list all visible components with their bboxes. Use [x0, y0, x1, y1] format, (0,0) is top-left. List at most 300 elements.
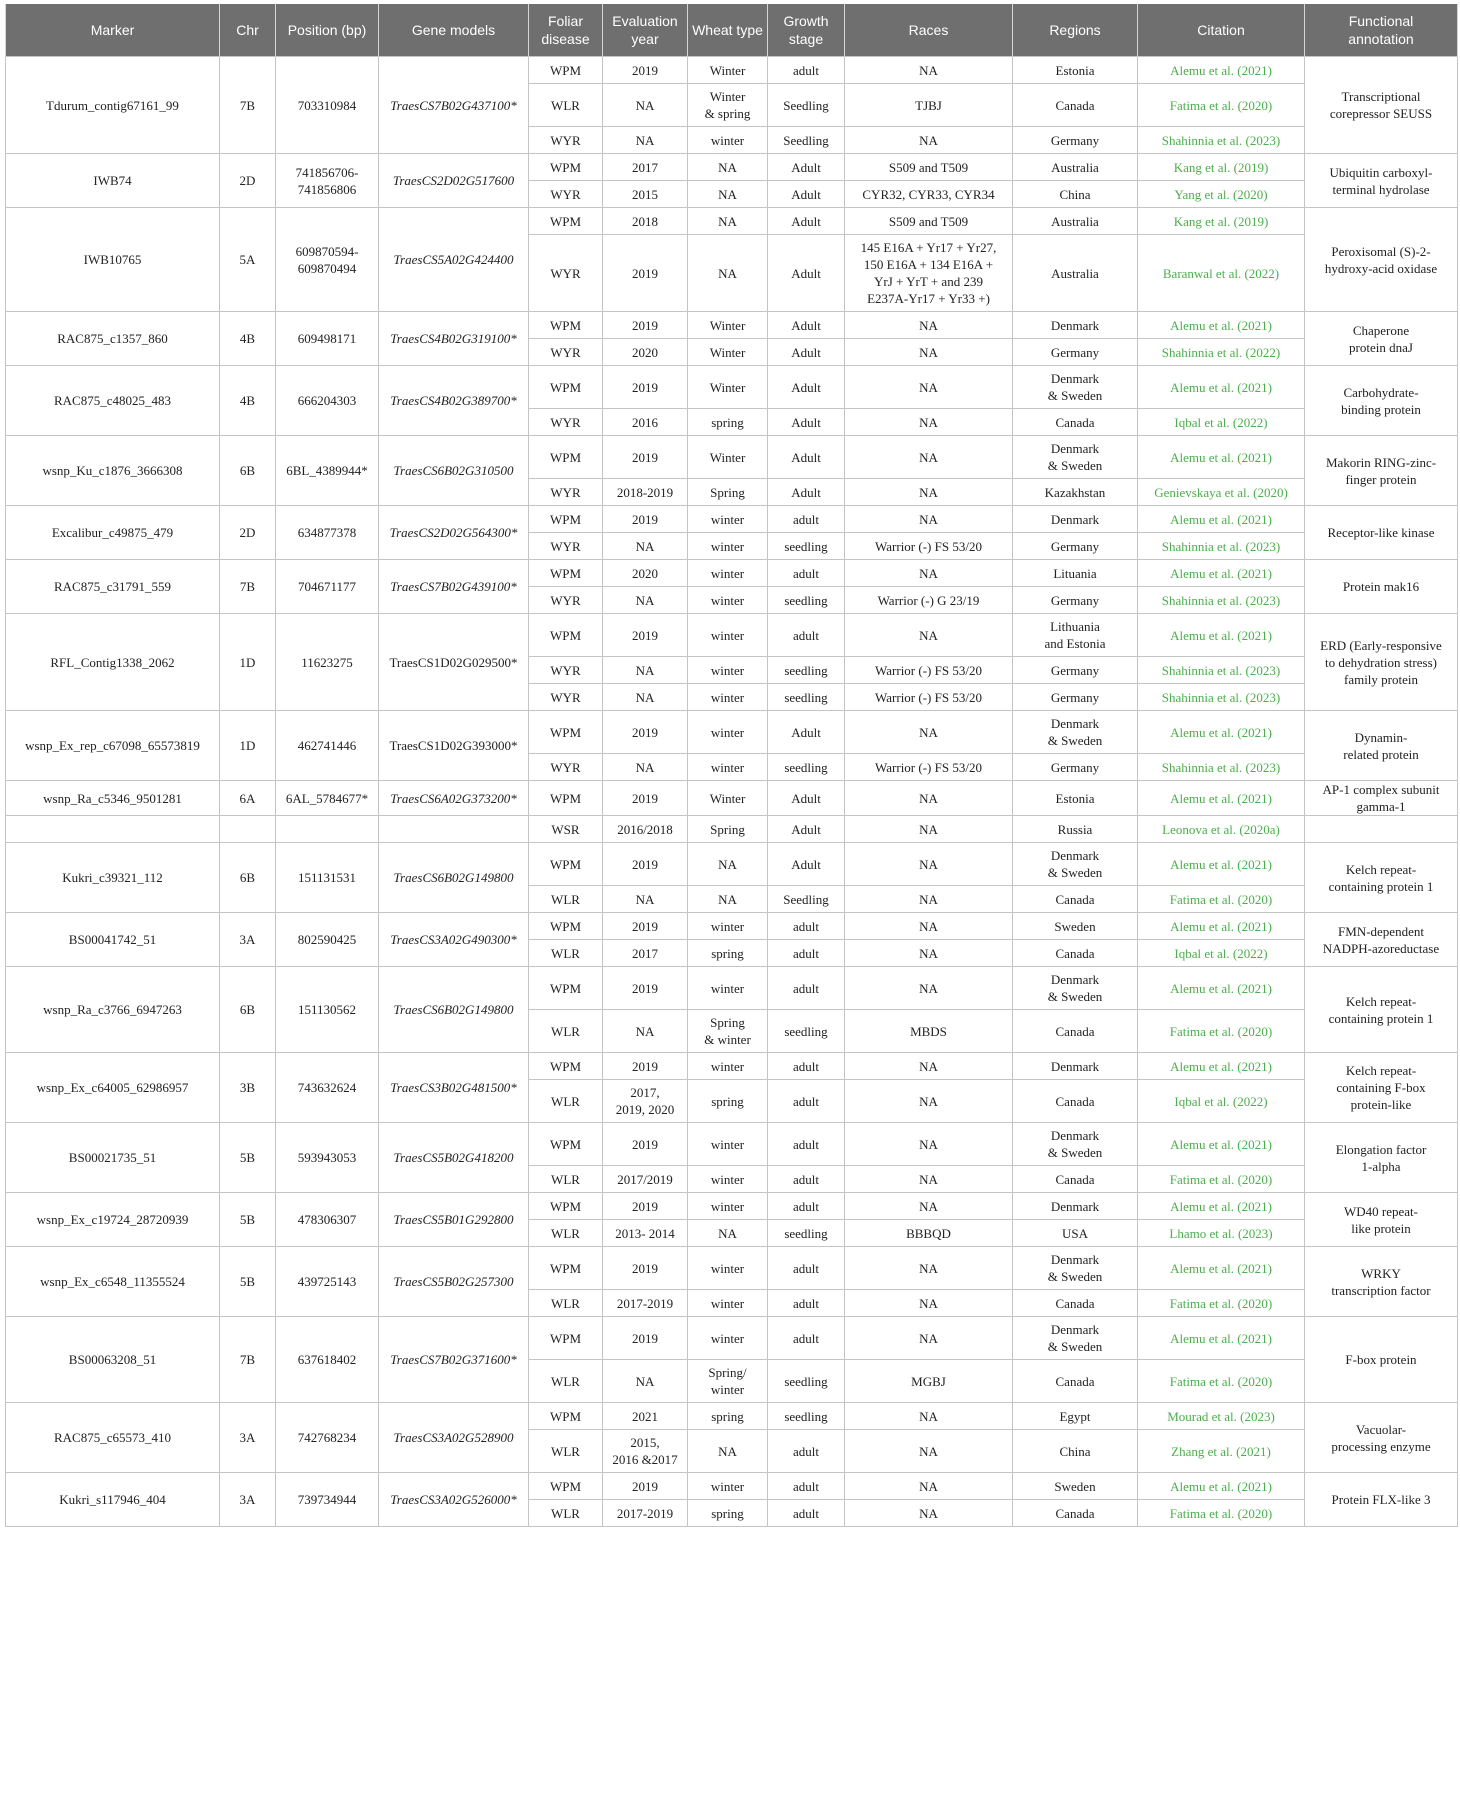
table-row [6, 1317, 1458, 1360]
chr-cell: 7B [220, 1317, 276, 1403]
wheat-type-cell: NA [688, 1430, 768, 1473]
table-row [6, 1403, 1458, 1430]
position-cell: 462741446 [276, 711, 379, 781]
foliar-disease-cell: WLR [529, 940, 603, 967]
functional-annotation-cell: Protein mak16 [1305, 560, 1458, 614]
functional-annotation-cell: Chaperone protein dnaJ [1305, 312, 1458, 366]
foliar-disease-cell: WPM [529, 843, 603, 886]
wheat-type-cell: spring [688, 409, 768, 436]
wheat-type-cell: Spring/ winter [688, 1360, 768, 1403]
citation-link[interactable]: Shahinnia et al. (2023) [1161, 538, 1281, 554]
citation-link[interactable]: Kang et al. (2019) [1173, 159, 1269, 175]
citation-link[interactable]: Alemu et al. (2021) [1170, 449, 1272, 465]
chr-cell: 2D [220, 506, 276, 560]
foliar-disease-cell: WYR [529, 754, 603, 781]
races-cell: NA [845, 886, 1013, 913]
gene-model-cell: TraesCS6A02G373200* [379, 781, 529, 816]
wheat-type-cell: winter [688, 1166, 768, 1193]
header-foliar-disease: Foliar disease [529, 4, 603, 57]
marker-cell [6, 816, 220, 843]
growth-stage-cell: adult [768, 506, 845, 533]
marker-cell: Excalibur_c49875_479 [6, 506, 220, 560]
races-cell: Warrior (-) FS 53/20 [845, 754, 1013, 781]
citation-cell [1138, 886, 1305, 913]
marker-cell: RAC875_c48025_483 [6, 366, 220, 436]
foliar-disease-cell: WPM [529, 366, 603, 409]
region-cell: Denmark & Sweden [1013, 1317, 1138, 1360]
races-cell: NA [845, 312, 1013, 339]
foliar-disease-cell: WLR [529, 1500, 603, 1527]
wheat-type-cell: Winter [688, 781, 768, 816]
races-cell: 145 E16A + Yr17 + Yr27, 150 E16A + 134 E16A + YrJ + YrT + and 239 E237A-Yr17 + Yr33 +) [845, 235, 1013, 312]
citation-cell [1138, 1080, 1305, 1123]
evaluation-year-cell: 2019 [603, 1317, 688, 1360]
marker-cell: wsnp_Ra_c5346_9501281 [6, 781, 220, 816]
wheat-type-cell: winter [688, 533, 768, 560]
evaluation-year-cell: 2019 [603, 1247, 688, 1290]
citation-link[interactable]: Alemu et al. (2021) [1170, 62, 1272, 78]
citation-cell [1138, 339, 1305, 366]
citation-cell [1138, 913, 1305, 940]
region-cell: Lituania [1013, 560, 1138, 587]
citation-cell [1138, 1430, 1305, 1473]
citation-link[interactable]: Lhamo et al. (2023) [1169, 1225, 1273, 1241]
races-cell: NA [845, 781, 1013, 816]
wheat-type-cell: winter [688, 1317, 768, 1360]
foliar-disease-cell: WYR [529, 127, 603, 154]
evaluation-year-cell: 2017 [603, 940, 688, 967]
growth-stage-cell: Seedling [768, 127, 845, 154]
citation-link[interactable]: Shahinnia et al. (2023) [1161, 592, 1281, 608]
region-cell: Denmark & Sweden [1013, 843, 1138, 886]
citation-link[interactable]: Alemu et al. (2021) [1170, 918, 1272, 934]
gene-model-cell: TraesCS3A02G528900 [379, 1403, 529, 1473]
wheat-type-cell: Winter [688, 57, 768, 84]
marker-cell: wsnp_Ex_c19724_28720939 [6, 1193, 220, 1247]
citation-link[interactable]: Alemu et al. (2021) [1170, 724, 1272, 740]
position-cell: 742768234 [276, 1403, 379, 1473]
foliar-disease-cell: WPM [529, 154, 603, 181]
citation-link[interactable]: Fatima et al. (2020) [1169, 1171, 1273, 1187]
header-gene-models: Gene models [379, 4, 529, 57]
gene-model-cell: TraesCS1D02G393000* [379, 711, 529, 781]
citation-link[interactable]: Alemu et al. (2021) [1170, 1330, 1272, 1346]
races-cell: NA [845, 1080, 1013, 1123]
chr-cell: 4B [220, 366, 276, 436]
region-cell: Canada [1013, 84, 1138, 127]
growth-stage-cell: Adult [768, 154, 845, 181]
header-functional-annotation: Functional annotation [1305, 4, 1458, 57]
region-cell: Canada [1013, 1500, 1138, 1527]
marker-cell: IWB74 [6, 154, 220, 208]
chr-cell: 6B [220, 843, 276, 913]
region-cell: Sweden [1013, 913, 1138, 940]
functional-annotation-cell: Dynamin- related protein [1305, 711, 1458, 781]
growth-stage-cell: Adult [768, 816, 845, 843]
functional-annotation-cell: Kelch repeat- containing F-box protein-like [1305, 1053, 1458, 1123]
races-cell: NA [845, 1193, 1013, 1220]
citation-cell [1138, 1317, 1305, 1360]
citation-cell [1138, 506, 1305, 533]
citation-cell [1138, 57, 1305, 84]
functional-annotation-cell: AP-1 complex subunit gamma-1 [1305, 781, 1458, 816]
header-citation: Citation [1138, 4, 1305, 57]
table-row [6, 1053, 1458, 1080]
foliar-disease-cell: WYR [529, 657, 603, 684]
citation-link[interactable]: Fatima et al. (2020) [1169, 1295, 1273, 1311]
gene-model-cell: TraesCS5A02G424400 [379, 208, 529, 312]
races-cell: Warrior (-) G 23/19 [845, 587, 1013, 614]
races-cell: NA [845, 409, 1013, 436]
citation-cell [1138, 479, 1305, 506]
position-cell: 609498171 [276, 312, 379, 366]
chr-cell: 7B [220, 560, 276, 614]
races-cell: BBBQD [845, 1220, 1013, 1247]
evaluation-year-cell: 2017 [603, 154, 688, 181]
marker-cell: wsnp_Ex_rep_c67098_65573819 [6, 711, 220, 781]
citation-link[interactable]: Alemu et al. (2021) [1170, 565, 1272, 581]
citation-link[interactable]: Alemu et al. (2021) [1170, 1058, 1272, 1074]
foliar-disease-cell: WPM [529, 1247, 603, 1290]
evaluation-year-cell: NA [603, 127, 688, 154]
races-cell: NA [845, 614, 1013, 657]
races-cell: Warrior (-) FS 53/20 [845, 684, 1013, 711]
wheat-type-cell: spring [688, 1500, 768, 1527]
position-cell: 634877378 [276, 506, 379, 560]
citation-link[interactable]: Fatima et al. (2020) [1169, 1373, 1273, 1389]
growth-stage-cell: adult [768, 1080, 845, 1123]
growth-stage-cell: adult [768, 1430, 845, 1473]
wheat-type-cell: winter [688, 913, 768, 940]
foliar-disease-cell: WPM [529, 312, 603, 339]
position-cell: 593943053 [276, 1123, 379, 1193]
evaluation-year-cell: 2019 [603, 967, 688, 1010]
citation-link[interactable]: Zhang et al. (2021) [1171, 1443, 1271, 1459]
region-cell: Canada [1013, 940, 1138, 967]
evaluation-year-cell: NA [603, 754, 688, 781]
wheat-type-cell: winter [688, 587, 768, 614]
citation-cell [1138, 1010, 1305, 1053]
region-cell: Australia [1013, 154, 1138, 181]
growth-stage-cell: Adult [768, 711, 845, 754]
header-races: Races [845, 4, 1013, 57]
citation-link[interactable]: Fatima et al. (2020) [1169, 97, 1273, 113]
wheat-type-cell: winter [688, 560, 768, 587]
growth-stage-cell: adult [768, 1193, 845, 1220]
evaluation-year-cell: 2019 [603, 1053, 688, 1080]
header-chr: Chr [220, 4, 276, 57]
citation-cell [1138, 657, 1305, 684]
races-cell: NA [845, 940, 1013, 967]
gene-model-cell: TraesCS7B02G437100* [379, 57, 529, 154]
growth-stage-cell: adult [768, 1053, 845, 1080]
citation-link[interactable]: Alemu et al. (2021) [1170, 1198, 1272, 1214]
wheat-type-cell: Winter & spring [688, 84, 768, 127]
citation-link[interactable]: Iqbal et al. (2022) [1174, 414, 1268, 430]
region-cell: USA [1013, 1220, 1138, 1247]
races-cell: NA [845, 1247, 1013, 1290]
growth-stage-cell: Adult [768, 843, 845, 886]
foliar-disease-cell: WPM [529, 781, 603, 816]
races-cell: NA [845, 1123, 1013, 1166]
races-cell: NA [845, 1317, 1013, 1360]
region-cell: Germany [1013, 754, 1138, 781]
foliar-disease-cell: WPM [529, 1403, 603, 1430]
citation-link[interactable]: Shahinnia et al. (2023) [1161, 132, 1281, 148]
position-cell: 11623275 [276, 614, 379, 711]
citation-link[interactable]: Fatima et al. (2020) [1169, 891, 1273, 907]
foliar-disease-cell: WPM [529, 711, 603, 754]
position-cell: 6BL_4389944* [276, 436, 379, 506]
table-row [6, 816, 1458, 843]
citation-cell [1138, 754, 1305, 781]
citation-link[interactable]: Alemu et al. (2021) [1170, 790, 1272, 806]
growth-stage-cell: Adult [768, 366, 845, 409]
region-cell: Denmark & Sweden [1013, 711, 1138, 754]
marker-cell: BS00041742_51 [6, 913, 220, 967]
region-cell: Denmark [1013, 1053, 1138, 1080]
races-cell: CYR32, CYR33, CYR34 [845, 181, 1013, 208]
marker-cell: RAC875_c31791_559 [6, 560, 220, 614]
growth-stage-cell: adult [768, 1123, 845, 1166]
growth-stage-cell: adult [768, 1290, 845, 1317]
foliar-disease-cell: WPM [529, 1473, 603, 1500]
position-cell: 478306307 [276, 1193, 379, 1247]
races-cell: NA [845, 1473, 1013, 1500]
region-cell: Germany [1013, 533, 1138, 560]
gene-model-cell: TraesCS3B02G481500* [379, 1053, 529, 1123]
wheat-type-cell: spring [688, 940, 768, 967]
header-evaluation-year: Evaluation year [603, 4, 688, 57]
citation-link[interactable]: Alemu et al. (2021) [1170, 856, 1272, 872]
region-cell: Sweden [1013, 1473, 1138, 1500]
foliar-disease-cell: WPM [529, 614, 603, 657]
citation-link[interactable]: Alemu et al. (2021) [1170, 511, 1272, 527]
table-row [6, 711, 1458, 754]
foliar-disease-cell: WPM [529, 436, 603, 479]
region-cell: Denmark [1013, 1193, 1138, 1220]
gene-model-cell: TraesCS6B02G149800 [379, 843, 529, 913]
citation-link[interactable]: Iqbal et al. (2022) [1174, 1093, 1268, 1109]
region-cell: Australia [1013, 235, 1138, 312]
header-regions: Regions [1013, 4, 1138, 57]
wheat-type-cell: Spring [688, 816, 768, 843]
wheat-type-cell: winter [688, 967, 768, 1010]
gene-model-cell: TraesCS2D02G564300* [379, 506, 529, 560]
citation-link[interactable]: Alemu et al. (2021) [1170, 379, 1272, 395]
evaluation-year-cell: NA [603, 587, 688, 614]
table-row [6, 1193, 1458, 1220]
races-cell: NA [845, 339, 1013, 366]
table-row [6, 614, 1458, 657]
foliar-disease-cell: WPM [529, 967, 603, 1010]
races-cell: NA [845, 506, 1013, 533]
region-cell: Denmark [1013, 506, 1138, 533]
growth-stage-cell: adult [768, 1317, 845, 1360]
functional-annotation-cell: Peroxisomal (S)-2- hydroxy-acid oxidase [1305, 208, 1458, 312]
marker-cell: wsnp_Ku_c1876_3666308 [6, 436, 220, 506]
citation-cell [1138, 1473, 1305, 1500]
chr-cell: 3B [220, 1053, 276, 1123]
gene-model-cell: TraesCS6B02G149800 [379, 967, 529, 1053]
growth-stage-cell: adult [768, 614, 845, 657]
citation-cell [1138, 940, 1305, 967]
wheat-type-cell: spring [688, 1080, 768, 1123]
region-cell: Germany [1013, 587, 1138, 614]
citation-link[interactable]: Fatima et al. (2020) [1169, 1023, 1273, 1039]
citation-link[interactable]: Iqbal et al. (2022) [1174, 945, 1268, 961]
region-cell: Lithuania and Estonia [1013, 614, 1138, 657]
evaluation-year-cell: NA [603, 533, 688, 560]
citation-link[interactable]: Shahinnia et al. (2023) [1161, 689, 1281, 705]
growth-stage-cell: adult [768, 1473, 845, 1500]
citation-link[interactable]: Shahinnia et al. (2023) [1161, 662, 1281, 678]
region-cell: Germany [1013, 684, 1138, 711]
races-cell: NA [845, 1403, 1013, 1430]
citation-cell [1138, 1053, 1305, 1080]
races-cell: NA [845, 1500, 1013, 1527]
citation-link[interactable]: Alemu et al. (2021) [1170, 1478, 1272, 1494]
evaluation-year-cell: 2019 [603, 366, 688, 409]
citation-link[interactable]: Leonova et al. (2020a) [1162, 821, 1280, 837]
growth-stage-cell: seedling [768, 1010, 845, 1053]
region-cell: Canada [1013, 409, 1138, 436]
table-row [6, 312, 1458, 339]
wheat-type-cell: winter [688, 657, 768, 684]
citation-link[interactable]: Yang et al. (2020) [1174, 186, 1268, 202]
growth-stage-cell: Adult [768, 409, 845, 436]
races-cell: NA [845, 479, 1013, 506]
evaluation-year-cell: 2020 [603, 339, 688, 366]
wheat-type-cell: NA [688, 886, 768, 913]
growth-stage-cell: Adult [768, 781, 845, 816]
citation-cell [1138, 409, 1305, 436]
evaluation-year-cell: NA [603, 657, 688, 684]
evaluation-year-cell: NA [603, 684, 688, 711]
wheat-type-cell: winter [688, 1247, 768, 1290]
position-cell: 151130562 [276, 967, 379, 1053]
gene-model-cell: TraesCS4B02G389700* [379, 366, 529, 436]
citation-cell [1138, 312, 1305, 339]
races-cell: NA [845, 816, 1013, 843]
citation-cell [1138, 967, 1305, 1010]
evaluation-year-cell: 2016 [603, 409, 688, 436]
citation-link[interactable]: Alemu et al. (2021) [1170, 1136, 1272, 1152]
citation-link[interactable]: Alemu et al. (2021) [1170, 980, 1272, 996]
wheat-type-cell: Winter [688, 312, 768, 339]
chr-cell: 5B [220, 1247, 276, 1317]
chr-cell: 3A [220, 913, 276, 967]
citation-link[interactable]: Shahinnia et al. (2023) [1161, 759, 1281, 775]
table-row [6, 366, 1458, 409]
foliar-disease-cell: WYR [529, 684, 603, 711]
races-cell: NA [845, 366, 1013, 409]
chr-cell: 5B [220, 1193, 276, 1247]
citation-link[interactable]: Alemu et al. (2021) [1170, 317, 1272, 333]
citation-link[interactable]: Alemu et al. (2021) [1170, 627, 1272, 643]
foliar-disease-cell: WLR [529, 1430, 603, 1473]
functional-annotation-cell: Kelch repeat- containing protein 1 [1305, 843, 1458, 913]
citation-link[interactable]: Mourad et al. (2023) [1167, 1408, 1275, 1424]
evaluation-year-cell: 2019 [603, 711, 688, 754]
gene-model-cell: TraesCS2D02G517600 [379, 154, 529, 208]
citation-link[interactable]: Alemu et al. (2021) [1170, 1260, 1272, 1276]
region-cell: Denmark & Sweden [1013, 366, 1138, 409]
foliar-disease-cell: WLR [529, 1290, 603, 1317]
races-cell: TJBJ [845, 84, 1013, 127]
growth-stage-cell: Adult [768, 208, 845, 235]
races-cell: MGBJ [845, 1360, 1013, 1403]
region-cell: Canada [1013, 1010, 1138, 1053]
growth-stage-cell: adult [768, 57, 845, 84]
races-cell: S509 and T509 [845, 208, 1013, 235]
citation-link[interactable]: Genievskaya et al. (2020) [1154, 484, 1288, 500]
wheat-type-cell: winter [688, 614, 768, 657]
functional-annotation-cell: Ubiquitin carboxyl- terminal hydrolase [1305, 154, 1458, 208]
foliar-disease-cell: WPM [529, 57, 603, 84]
gene-model-cell: TraesCS7B02G439100* [379, 560, 529, 614]
wheat-type-cell: NA [688, 181, 768, 208]
table-row [6, 1473, 1458, 1500]
citation-cell [1138, 127, 1305, 154]
table-row [6, 154, 1458, 181]
chr-cell: 6B [220, 436, 276, 506]
evaluation-year-cell: 2020 [603, 560, 688, 587]
citation-link[interactable]: Baranwal et al. (2022) [1162, 265, 1280, 281]
region-cell: Denmark & Sweden [1013, 436, 1138, 479]
chr-cell: 3A [220, 1473, 276, 1527]
header-wheat-type: Wheat type [688, 4, 768, 57]
chr-cell: 4B [220, 312, 276, 366]
evaluation-year-cell: 2018 [603, 208, 688, 235]
evaluation-year-cell: NA [603, 1010, 688, 1053]
marker-cell: BS00063208_51 [6, 1317, 220, 1403]
evaluation-year-cell: 2019 [603, 235, 688, 312]
gene-model-cell: TraesCS6B02G310500 [379, 436, 529, 506]
foliar-disease-cell: WLR [529, 886, 603, 913]
growth-stage-cell: adult [768, 1247, 845, 1290]
citation-link[interactable]: Kang et al. (2019) [1173, 213, 1269, 229]
position-cell: 151131531 [276, 843, 379, 913]
region-cell: Kazakhstan [1013, 479, 1138, 506]
functional-annotation-cell: FMN-dependent NADPH-azoreductase [1305, 913, 1458, 967]
growth-stage-cell: Adult [768, 235, 845, 312]
evaluation-year-cell: 2015 [603, 181, 688, 208]
functional-annotation-cell: Vacuolar- processing enzyme [1305, 1403, 1458, 1473]
table-row [6, 208, 1458, 235]
position-cell: 802590425 [276, 913, 379, 967]
citation-link[interactable]: Fatima et al. (2020) [1169, 1505, 1273, 1521]
gene-model-cell: TraesCS4B02G319100* [379, 312, 529, 366]
table-row [6, 436, 1458, 479]
growth-stage-cell: Adult [768, 479, 845, 506]
wheat-type-cell: Winter [688, 339, 768, 366]
position-cell: 637618402 [276, 1317, 379, 1403]
foliar-disease-cell: WLR [529, 84, 603, 127]
functional-annotation-cell: Kelch repeat- containing protein 1 [1305, 967, 1458, 1053]
wheat-type-cell: NA [688, 154, 768, 181]
table-body [6, 57, 1458, 1527]
races-cell: NA [845, 1166, 1013, 1193]
position-cell: 666204303 [276, 366, 379, 436]
header-position: Position (bp) [276, 4, 379, 57]
citation-cell [1138, 366, 1305, 409]
citation-link[interactable]: Shahinnia et al. (2022) [1161, 344, 1281, 360]
table-row [6, 913, 1458, 940]
header-growth-stage: Growth stage [768, 4, 845, 57]
foliar-disease-cell: WPM [529, 208, 603, 235]
wheat-type-cell: winter [688, 1193, 768, 1220]
